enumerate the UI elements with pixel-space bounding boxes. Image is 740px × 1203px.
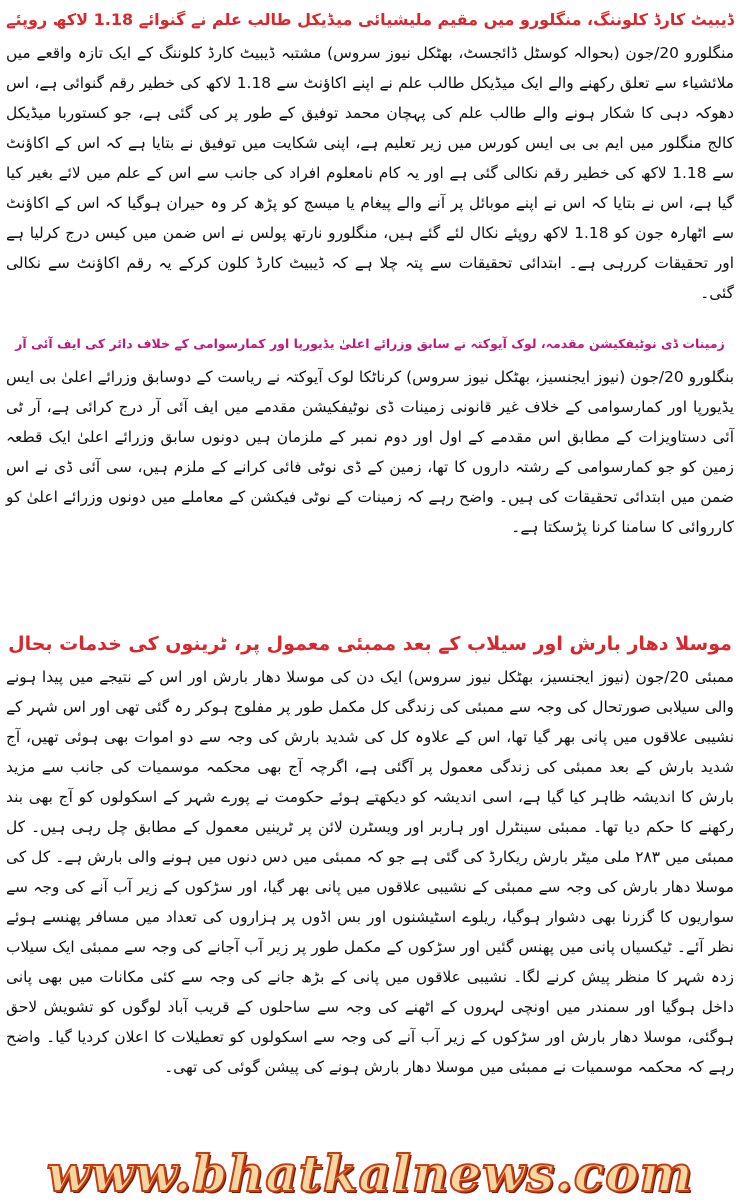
article-debit-card-cloning (6, 6, 734, 308)
site-watermark: www.bhatkalnews.com (46, 1144, 694, 1203)
article-body: منگلورو 20/جون (بحوالہ کوسٹل ڈائجسٹ، بھٹکل نیوز سروس) مشتبہ ڈیبیٹ کارڈ کلوننگ کے ایک تازہ واقعے میں ملائشیاء سے تعلق رکھنے والے ایک میڈیکل طالب علم نے اپنے اکاؤنٹ سے 1.18 لاکھ کی خطیر رقم گنوائی ہے، اس دھوکہ دہی کا شکار ہونے والے طالب علم کی پہچان محمد توفیق کے طور پر کی گئی ہے، جو کستوربا میڈیکل کالج منگلور میں ایم بی بی ایس کورس میں زیر تعلیم ہے، اپنی شکایت میں توفیق نے بتایا ہے کہ اس کے اکاؤنٹ سے 1.18 لاکھ کی خطیر رقم نکالی گئی ہے اور یہ کام نامعلوم افراد کی جانب سے اس کے علم میں لائے بغیر کیا گیا ہے، اس نے بتایا کہ اس نے اپنے موبائل پر آنے والے پیغام یا میسج کو پڑھ کر وہ حیران ہوگیا کہ اس کے اکاؤنٹ سے اٹھارہ جون کو 1.18 لاکھ روپئے نکال لئے گئے ہیں، منگلورو نارتھ پولس نے اس ضمن میں کیس درج کرلیا ہے اور تحقیقات کررہی ہے۔ ابتدائی تحقیقات سے پتہ چلا ہے کہ ڈیبیٹ کارڈ کلون کرکے یہ رقم اکاؤنٹ سے نکالی گئی۔ (6, 44, 734, 302)
article-mumbai-rain (6, 630, 734, 1082)
article-body: بنگلورو 20/جون (نیوز ایجنسیز، بھٹکل نیوز سروس) کرناٹکا لوک آیوکتہ نے ریاست کے دوسابق وزرائے اعلیٰ بی ایس یڈیورپا اور کمارسوامی کے خلاف غیر قانونی زمینات ڈی نوٹیفکیشن مقدمے میں ایف آئی آر درج کرائی ہے، آر ٹی آئی دستاویزات کے مطابق اس مقدمے کے اول اور دوم نمبر کے ملزمان ہیں دونوں سابق وزرائے اعلیٰ ایک قطعہ زمین کو جو کمارسوامی کے رشتہ داروں کا تھا، زمین کے ڈی نوٹی فائی کرانے کے ملزم ہیں، سی آئی ڈی نے اس ضمن میں ابتدائی تحقیقات کی ہیں۔ واضح رہے کہ زمینات کے نوٹی فیکشن کے معاملے میں دونوں وزرائے اعلیٰ کو کارروائی کا سامنا کرنا پڑسکتا ہے۔ (6, 368, 734, 536)
article-headline: ڈیبیٹ کارڈ کلوننگ، منگلورو میں مقیم ملیشیائی میڈیکل طالب علم نے گنوائے 1.18 لاکھ روپئے (6, 10, 734, 29)
article-body: ممبئی 20/جون (نیوز ایجنسیز، بھٹکل نیوز سروس) ایک دن کی موسلا دھار بارش اور اس کے نتیجے میں پیدا ہونے والی سیلابی صورتحال کی وجہ سے ممبئی کی زندگی کل مکمل طور پر مفلوج ہوکر رہ گئی تھی اور اس شہر کے نشیبی علاقوں میں پانی بھر گیا تھا، اس کے علاوہ کل کی شدید بارش کی وجہ سے دو اموات بھی ہوئی تھیں، آج شدید بارش کے بعد ممبئی کی زندگی معمول پر آگئی ہے، اگرچہ آج بھی محکمہ موسمیات کی جانب سے مزید بارش کا اندیشہ ظاہر کیا گیا ہے، اسی اندیشہ کو دیکھتے ہوئے حکومت نے پورے شہر کے اسکولوں کو آج بھی بند رکھنے کا حکم دیا تھا۔ ممبئی سینٹرل اور ہاربر اور ویسٹرن لائن پر ٹرینیں معمول کے مطابق چل رہی ہیں۔ کل ممبئی میں ۲۸۳ ملی میٹر بارش ریکارڈ کی گئی ہے جو کہ ممبئی میں دس دنوں میں ہونے والی بارش ہے۔ کل کی موسلا دھار بارش کی وجہ سے ممبئی کے نشیبی علاقوں میں پانی بھر گیا، اور سڑکوں کے زیر آب آنے کی وجہ سے سواریوں کا گزرنا بھی دشوار ہوگیا، ریلوے اسٹیشنوں اور بس اڈوں پر ہزاروں کی تعداد میں مسافر پھنسے ہوئے نظر آئے۔ ٹیکسیاں پانی میں پھنس گئیں اور سڑکوں کے مکمل طور پر زیر آب آجانے کی وجہ سے ممبئی ایک سیلاب زدہ شہر کا منظر پیش کرنے لگا۔ نشیبی علاقوں میں پانی کے بڑھ جانے کی وجہ سے کئی مکانات میں بھی پانی داخل ہوگیا اور سمندر میں اونچی لہروں کے اٹھنے کی وجہ سے ساحلوں کے قریب آباد لوگوں کو تشویش لاحق ہوگئی، موسلا دھار بارش اور سڑکوں کے زیر آب آنے کی وجہ سے اسکولوں کو تعطیلات کا اعلان کردیا گیا۔ واضح رہے کہ محکمہ موسمیات نے ممبئی میں موسلا دھار بارش ہونے کی پیشن گوئی کی تھی۔ (6, 668, 734, 1076)
article-headline: زمینات ڈی نوٹیفکیشن مقدمہ، لوک آیوکتہ نے سابق وزرائے اعلیٰ یڈیورپا اور کمارسوامی کے خلاف دائر کی ایف آئی آر (15, 336, 725, 351)
article-headline: موسلا دھار بارش اور سیلاب کے بعد ممبئی معمول پر، ٹرینوں کی خدمات بحال (8, 633, 732, 655)
article-land-denotification (6, 330, 734, 542)
